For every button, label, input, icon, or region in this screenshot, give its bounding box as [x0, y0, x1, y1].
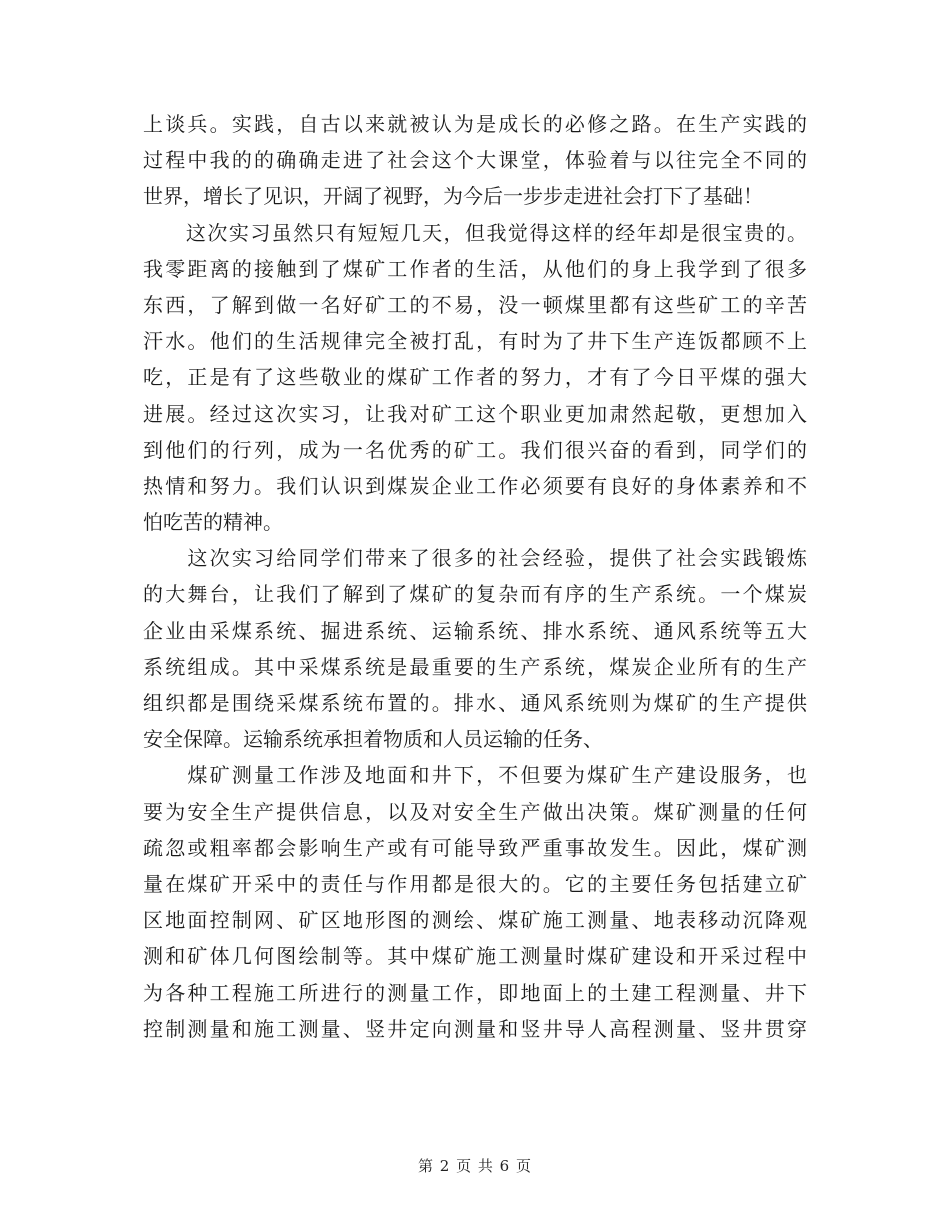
text-line: 要为安全生产提供信息，以及对安全生产做出决策。煤矿测量的任何 — [143, 799, 807, 824]
text-line: 为各种工程施工所进行的测量工作，即地面上的土建工程测量、井下 — [143, 980, 807, 1005]
text-line: 这次实习虽然只有短短几天，但我觉得这样的经年却是很宝贵的。 — [143, 220, 807, 245]
text-line: 到他们的行列，成为一名优秀的矿工。我们很兴奋的看到，同学们的 — [143, 437, 807, 462]
page-number-footer: 第 2 页 共 6 页 — [418, 1157, 532, 1175]
text-line: 企业由采煤系统、掘进系统、运输系统、排水系统、通风系统等五大 — [143, 618, 807, 643]
text-line: 煤矿测量工作涉及地面和井下，不但要为煤矿生产建设服务，也 — [143, 763, 807, 788]
text-line: 疏忽或粗率都会影响生产或有可能导致严重事故发生。因此，煤矿测 — [143, 835, 807, 860]
text-line: 测和矿体几何图绘制等。其中煤矿施工测量时煤矿建设和开采过程中 — [143, 944, 807, 969]
text-line: 东西，了解到做一名好矿工的不易，没一顿煤里都有这些矿工的辛苦 — [143, 292, 807, 317]
text-line: 区地面控制网、矿区地形图的测绘、煤矿施工测量、地表移动沉降观 — [143, 908, 807, 933]
text-line: 世界，增长了见识，开阔了视野，为今后一步步走进社会打下了基础！ — [143, 184, 763, 209]
text-line: 安全保障。运输系统承担着物质和人员运输的任务、 — [143, 727, 603, 752]
text-line: 进展。经过这次实习，让我对矿工这个职业更加肃然起敬，更想加入 — [143, 401, 807, 426]
document-body — [143, 106, 807, 1047]
text-line: 汗水。他们的生活规律完全被打乱，有时为了井下生产连饭都顾不上 — [143, 329, 807, 354]
text-line: 上谈兵。实践，自古以来就被认为是成长的必修之路。在生产实践的 — [143, 112, 807, 136]
text-line: 怕吃苦的精神。 — [143, 510, 283, 535]
text-line: 系统组成。其中采煤系统是最重要的生产系统，煤炭企业所有的生产 — [143, 654, 807, 679]
text-line: 组织都是围绕采煤系统布置的。排水、通风系统则为煤矿的生产提供 — [143, 691, 807, 715]
text-line: 的大舞台，让我们了解到了煤矿的复杂而有序的生产系统。一个煤炭 — [143, 582, 807, 607]
text-line: 热情和努力。我们认识到煤炭企业工作必须要有良好的身体素养和不 — [143, 473, 807, 498]
text-line: 我零距离的接触到了煤矿工作者的生活，从他们的身上我学到了很多 — [143, 256, 807, 281]
text-line: 这次实习给同学们带来了很多的社会经验，提供了社会实践锻炼 — [143, 546, 807, 571]
text-line: 过程中我的的确确走进了社会这个大课堂，体验着与以往完全不同的 — [143, 148, 807, 173]
text-line: 量在煤矿开采中的责任与作用都是很大的。它的主要任务包括建立矿 — [143, 871, 807, 896]
text-line: 吃，正是有了这些敬业的煤矿工作者的努力，才有了今日平煤的强大 — [143, 365, 807, 390]
text-line: 控制测量和施工测量、竖井定向测量和竖井导人高程测量、竖井贯穿 — [143, 1016, 807, 1041]
